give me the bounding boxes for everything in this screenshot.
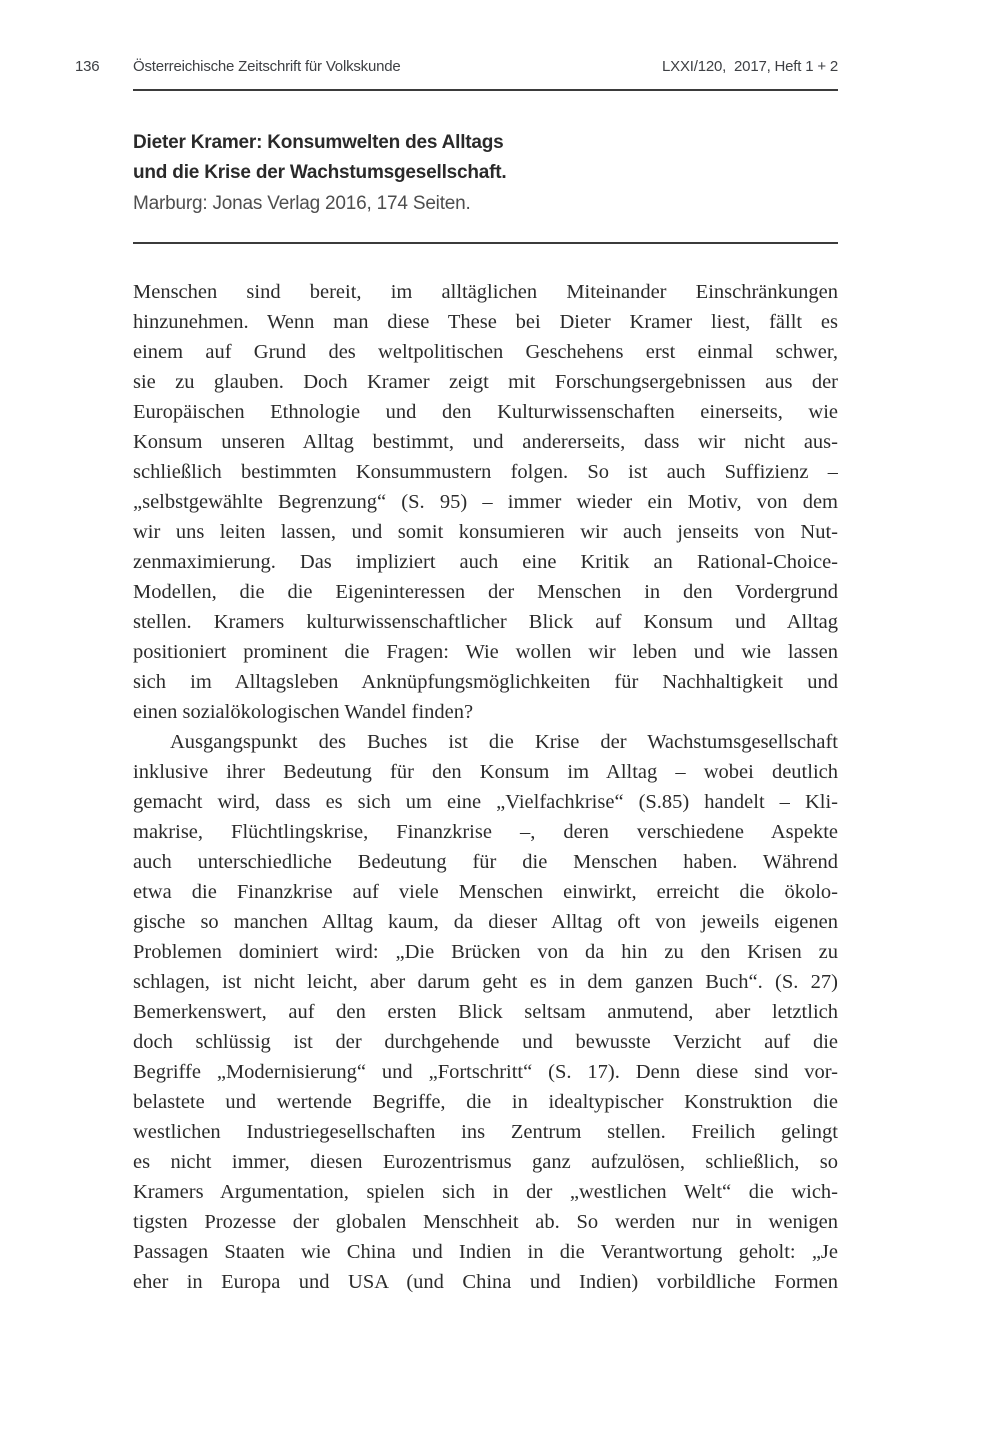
body-line: zenmaximierung. Das impliziert auch eine Kritik an Rational-Choice- [133,551,838,573]
body-line: Problemen dominiert wird: „Die Brücken von da hin zu den Krisen zu [133,941,838,963]
review-heading [133,128,838,219]
body-line: Modellen, die die Eigeninteressen der Menschen in den Vordergrund [133,581,838,603]
body-line: Bemerkenswert, auf den ersten Blick seltsam anmutend, aber letztlich [133,1001,838,1023]
body-line: wir uns leiten lassen, und somit konsumieren wir auch jenseits von Nut- [133,521,838,543]
body-line: Ausgangspunkt des Buches ist die Krise der Wachstumsgesellschaft [170,731,838,753]
body-line: Kramers Argumentation, spielen sich in der „westlichen Welt“ die wich- [133,1181,838,1203]
body-line: schließlich bestimmten Konsummustern folgen. So ist auch Suffizienz – [133,461,838,483]
body-line: auch unterschiedliche Bedeutung für die Menschen haben. Während [133,851,838,873]
body-line: Menschen sind bereit, im alltäglichen Miteinander Einschränkungen [133,281,838,303]
review-body [133,277,838,1297]
journal-title: Österreichische Zeitschrift für Volkskunde [133,58,401,75]
review-title-line-2: und die Krise der Wachstumsgesellschaft. [133,162,507,184]
body-line: positioniert prominent die Fragen: Wie wollen wir leben und wie lassen [133,641,838,663]
review-title-line-1: Dieter Kramer: Konsumwelten des Alltags [133,132,504,153]
body-line: tigsten Prozesse der globalen Menschheit ab. So werden nur in wenigen [133,1211,838,1233]
body-line: „selbstgewählte Begrenzung“ (S. 95) – immer wieder ein Motiv, von dem [133,491,838,513]
body-line: einem auf Grund des weltpolitischen Geschehens erst einmal schwer, [133,341,838,363]
issue-info: LXXI/120, 2017, Heft 1 + 2 [662,58,838,75]
body-line: sie zu glauben. Doch Kramer zeigt mit Forschungsergebnissen aus der [133,371,838,393]
body-line: westlichen Industriegesellschaften ins Zentrum stellen. Freilich gelingt [133,1121,838,1143]
header-rule [133,89,838,91]
body-line: sich im Alltagsleben Anknüpfungsmöglichkeiten für Nachhaltigkeit und [133,671,838,693]
body-line: belastete und wertende Begriffe, die in idealtypischer Konstruktion die [133,1091,838,1113]
running-header [0,58,1000,78]
body-line: gemacht wird, dass es sich um eine „Vielfachkrise“ (S.85) handelt – Kli- [133,791,838,813]
body-line: inklusive ihrer Bedeutung für den Konsum im Alltag – wobei deutlich [133,761,838,783]
body-line: hinzunehmen. Wenn man diese These bei Dieter Kramer liest, fällt es [133,311,838,333]
body-line: Konsum unseren Alltag bestimmt, und andererseits, dass wir nicht aus- [133,431,838,453]
body-line: gische so manchen Alltag kaum, da dieser Alltag oft von jeweils eigenen [133,911,838,933]
body-line: es nicht immer, diesen Eurozentrismus ganz aufzulösen, schließlich, so [133,1151,838,1173]
body-line: einen sozialökologischen Wandel finden? [133,701,474,723]
title-rule [133,242,838,244]
publication-info: Marburg: Jonas Verlag 2016, 174 Seiten. [133,192,471,214]
body-line: makrise, Flüchtlingskrise, Finanzkrise –, deren verschiedene Aspekte [133,821,838,843]
page-number: 136 [75,58,100,75]
body-line: Europäischen Ethnologie und den Kulturwissenschaften einerseits, wie [133,401,838,423]
body-line: stellen. Kramers kulturwissenschaftlicher Blick auf Konsum und Alltag [133,611,838,633]
body-line: etwa die Finanzkrise auf viele Menschen einwirkt, erreicht die ökolo- [133,881,838,903]
body-line: Passagen Staaten wie China und Indien in die Verantwortung geholt: „Je [133,1241,838,1263]
body-line: doch schlüssig ist der durchgehende und bewusste Verzicht auf die [133,1031,838,1053]
body-line: schlagen, ist nicht leicht, aber darum geht es in dem ganzen Buch“. (S. 27) [133,971,838,993]
body-line: eher in Europa und USA (und China und Indien) vorbildliche Formen [133,1271,838,1293]
body-line: Begriffe „Modernisierung“ und „Fortschritt“ (S. 17). Denn diese sind vor- [133,1061,838,1083]
